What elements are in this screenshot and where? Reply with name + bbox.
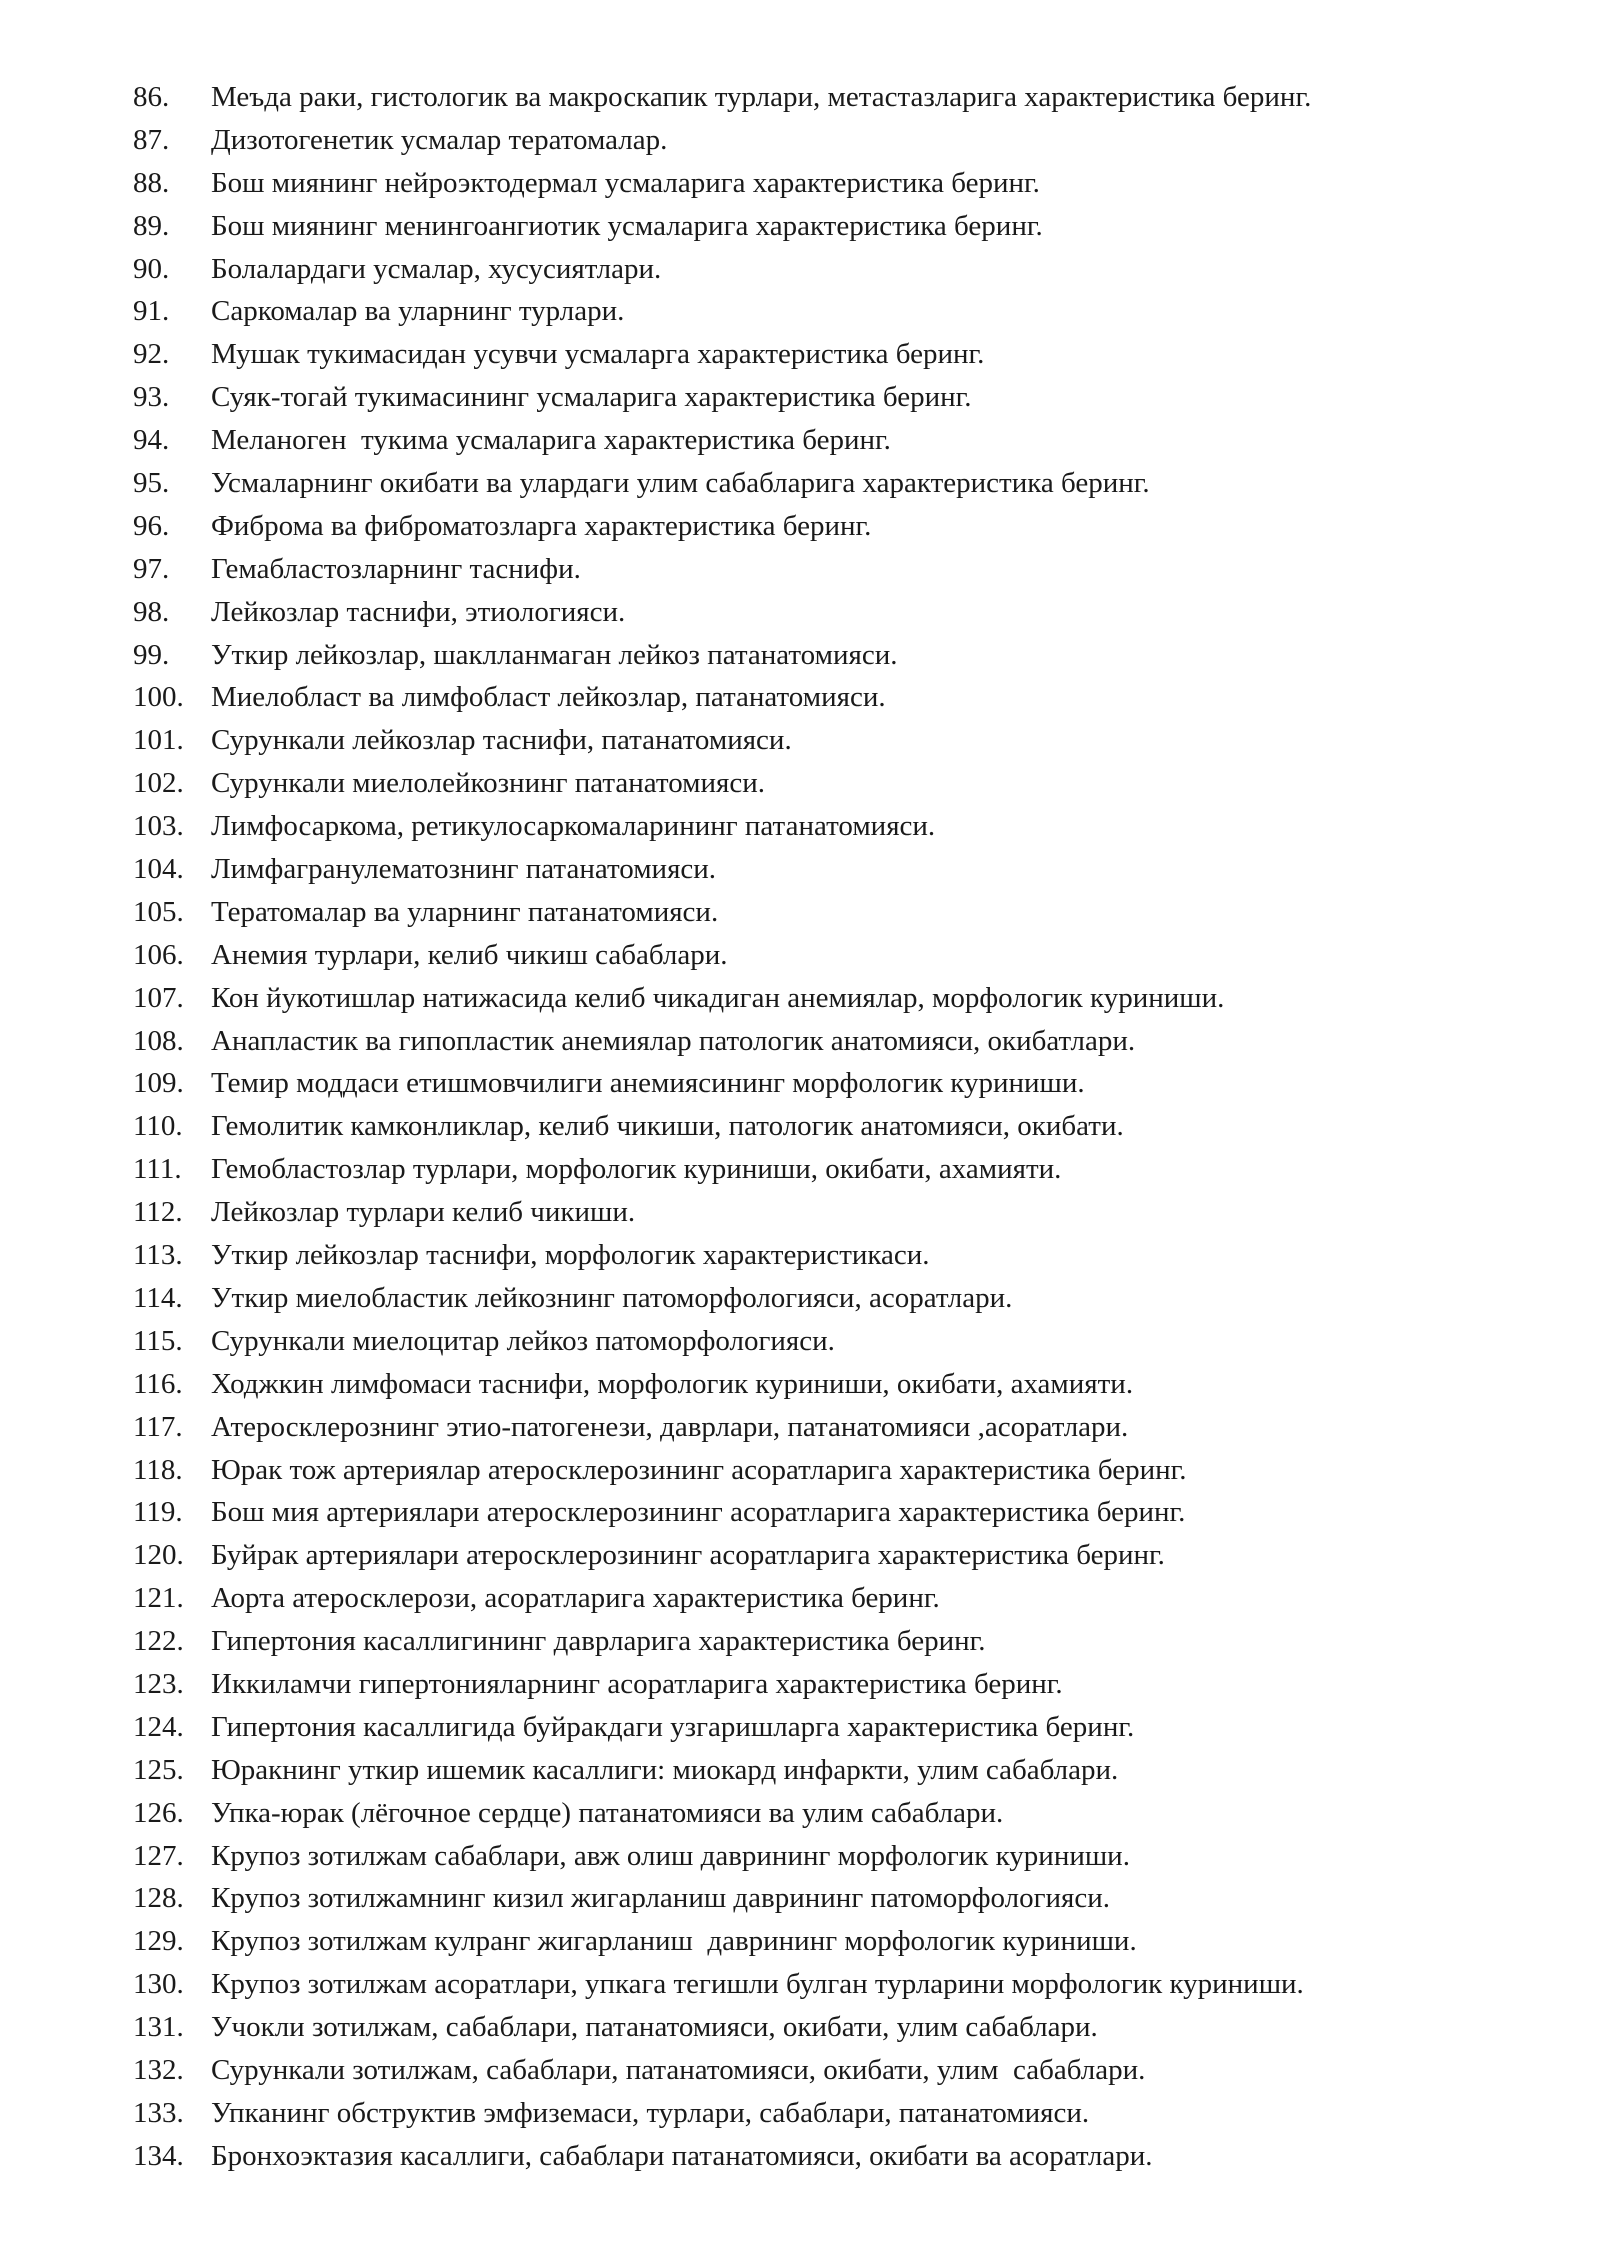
question-item (133, 1491, 1533, 1534)
question-item (133, 1706, 1533, 1749)
question-number: 132. (133, 2053, 184, 2086)
question-item (133, 248, 1533, 291)
question-number: 133. (133, 2096, 184, 2129)
question-item (133, 848, 1533, 891)
question-text: Крупоз зотилжам асоратлари, упкага тегишли булган турларини морфологик куриниши. (211, 1968, 1304, 2001)
question-text: Сурункали зотилжам, сабаблари, патанатомияси, окибати, улим сабаблари. (211, 2053, 1146, 2086)
question-number: 87. (133, 123, 170, 156)
question-text: Сурункали миелоцитар лейкоз патоморфологияси. (211, 1324, 835, 1357)
question-text: Крупоз зотилжамнинг кизил жигарланиш даврининг патоморфологияси. (211, 1882, 1110, 1915)
question-text: Гемобластозлар турлари, морфологик куриниши, окибати, ахамияти. (211, 1153, 1062, 1186)
question-text: Мушак тукимасидан усувчи усмаларга характеристика беринг. (211, 338, 985, 371)
question-text: Фиброма ва фиброматозларга характеристика беринг. (211, 509, 872, 542)
question-item (133, 290, 1533, 333)
question-number: 100. (133, 681, 184, 714)
question-text: Болалардаги усмалар, хусусиятлари. (211, 252, 662, 285)
question-text: Анемия турлари, келиб чикиш сабаблари. (211, 938, 728, 971)
question-text: Гемабластозларнинг таснифи. (211, 552, 581, 585)
question-text: Уткир лейкозлар, шаклланмаган лейкоз патанатомияси. (211, 638, 898, 671)
question-text: Лейкозлар турлари келиб чикиши. (211, 1196, 636, 1229)
question-item (133, 1234, 1533, 1277)
question-text: Крупоз зотилжам кулранг жигарланиш даврининг морфологик куриниши. (211, 1925, 1137, 1958)
question-number: 122. (133, 1625, 184, 1658)
question-text: Бош мия артериялари атеросклерозининг асоратларига характеристика беринг. (211, 1496, 1186, 1529)
question-number: 119. (133, 1496, 183, 1529)
question-item (133, 2092, 1533, 2135)
question-item (133, 1062, 1533, 1105)
question-number: 125. (133, 1753, 184, 1786)
question-number: 103. (133, 810, 184, 843)
question-item (133, 1877, 1533, 1920)
question-text: Кон йукотишлар натижасида келиб чикадиган анемиялар, морфологик куриниши. (211, 981, 1225, 1014)
question-item (133, 1620, 1533, 1663)
question-item (133, 1577, 1533, 1620)
question-item (133, 1920, 1533, 1963)
question-text: Уткир лейкозлар таснифи, морфологик характеристикаси. (211, 1239, 930, 1272)
question-item (133, 2049, 1533, 2092)
question-number: 114. (133, 1281, 183, 1314)
question-item (133, 76, 1533, 119)
question-text: Иккиламчи гипертонияларнинг асоратларига характеристика беринг. (211, 1667, 1063, 1700)
question-text: Усмаларнинг окибати ва улардаги улим сабабларига характеристика беринг. (211, 467, 1150, 500)
question-number: 89. (133, 209, 170, 242)
question-item (133, 1749, 1533, 1792)
question-number: 110. (133, 1110, 183, 1143)
question-number: 121. (133, 1582, 184, 1615)
question-item (133, 462, 1533, 505)
question-text: Сурункали лейкозлар таснифи, патанатомияси. (211, 724, 792, 757)
question-text: Миелобласт ва лимфобласт лейкозлар, патанатомияси. (211, 681, 886, 714)
question-item (133, 805, 1533, 848)
question-item (133, 934, 1533, 977)
question-number: 86. (133, 81, 170, 113)
question-text: Лейкозлар таснифи, этиологияси. (211, 595, 626, 628)
question-text: Лимфосаркома, ретикулосаркомаларининг патанатомияси. (211, 810, 936, 843)
question-number: 107. (133, 981, 184, 1014)
question-number: 129. (133, 1925, 184, 1958)
question-text: Лимфагранулематознинг патанатомияси. (211, 853, 717, 886)
question-number: 134. (133, 2139, 184, 2172)
question-number: 94. (133, 424, 170, 457)
question-text: Дизотогенетик усмалар тератомалар. (211, 123, 668, 156)
question-number: 113. (133, 1239, 183, 1272)
question-number: 97. (133, 552, 170, 585)
question-item (133, 1406, 1533, 1449)
question-number: 126. (133, 1796, 184, 1829)
question-number: 124. (133, 1710, 184, 1743)
question-text: Уткир миелобластик лейкознинг патоморфологияси, асоратлари. (211, 1281, 1013, 1314)
question-item (133, 419, 1533, 462)
question-item (133, 1663, 1533, 1706)
question-item (133, 591, 1533, 634)
question-text: Упканинг обструктив эмфиземаси, турлари, сабаблари, патанатомияси. (211, 2096, 1090, 2129)
question-item (133, 2006, 1533, 2049)
question-number: 98. (133, 595, 170, 628)
question-number: 127. (133, 1839, 184, 1872)
question-number: 128. (133, 1882, 184, 1915)
question-item (133, 505, 1533, 548)
question-item (133, 2135, 1533, 2178)
question-text: Юракнинг уткир ишемик касаллиги: миокард инфаркти, улим сабаблари. (211, 1753, 1119, 1786)
question-item (133, 1835, 1533, 1878)
question-number: 108. (133, 1024, 184, 1057)
question-number: 123. (133, 1667, 184, 1700)
question-number: 131. (133, 2011, 184, 2044)
question-item (133, 205, 1533, 248)
question-item (133, 376, 1533, 419)
question-number: 130. (133, 1968, 184, 2001)
question-text: Бош миянинг менингоангиотик усмаларига характеристика беринг. (211, 209, 1043, 242)
question-item (133, 977, 1533, 1020)
question-list (133, 76, 1533, 2178)
question-text: Гипертония касаллигида буйракдаги узгаришларга характеристика беринг. (211, 1710, 1135, 1743)
question-number: 99. (133, 638, 170, 671)
question-number: 95. (133, 467, 170, 500)
question-item (133, 891, 1533, 934)
question-number: 93. (133, 381, 170, 414)
question-number: 104. (133, 853, 184, 886)
question-item (133, 1320, 1533, 1363)
question-text: Атеросклерознинг этио-патогенези, даврлари, патанатомияси ,асоратлари. (211, 1410, 1129, 1443)
question-text: Суяк-тогай тукимасининг усмаларига характеристика беринг. (211, 381, 972, 414)
question-number: 96. (133, 509, 170, 542)
question-number: 111. (133, 1153, 182, 1186)
question-text: Гемолитик камконликлар, келиб чикиши, патологик анатомияси, окибати. (211, 1110, 1124, 1143)
question-number: 88. (133, 166, 170, 199)
question-item (133, 1792, 1533, 1835)
question-number: 115. (133, 1324, 183, 1357)
question-number: 92. (133, 338, 170, 371)
question-item (133, 1191, 1533, 1234)
question-number: 118. (133, 1453, 183, 1486)
question-number: 112. (133, 1196, 183, 1229)
question-item (133, 548, 1533, 591)
question-number: 106. (133, 938, 184, 971)
question-item (133, 634, 1533, 677)
question-text: Бош миянинг нейроэктодермал усмаларига характеристика беринг. (211, 166, 1040, 199)
question-text: Юрак тож артериялар атеросклерозининг асоратларига характеристика беринг. (211, 1453, 1187, 1486)
question-text: Ходжкин лимфомаси таснифи, морфологик куриниши, окибати, ахамияти. (211, 1367, 1134, 1400)
question-text: Темир моддаси етишмовчилиги анемиясининг морфологик куриниши. (211, 1067, 1085, 1100)
question-text: Меъда раки, гистологик ва макроскапик турлари, метастазларига характеристика беринг. (211, 81, 1312, 113)
question-item (133, 333, 1533, 376)
question-text: Меланоген тукима усмаларига характеристика беринг. (211, 424, 891, 457)
question-item (133, 119, 1533, 162)
question-number: 105. (133, 895, 184, 928)
question-item (133, 1449, 1533, 1492)
question-item (133, 1534, 1533, 1577)
question-number: 101. (133, 724, 184, 757)
question-number: 109. (133, 1067, 184, 1100)
question-text: Саркомалар ва уларнинг турлари. (211, 295, 625, 328)
question-item (133, 1105, 1533, 1148)
question-number: 120. (133, 1539, 184, 1572)
question-text: Крупоз зотилжам сабаблари, авж олиш даврининг морфологик куриниши. (211, 1839, 1130, 1872)
question-text: Буйрак артериялари атеросклерозининг асоратларига характеристика беринг. (211, 1539, 1165, 1572)
question-number: 90. (133, 252, 170, 285)
question-number: 91. (133, 295, 170, 328)
question-item (133, 1363, 1533, 1406)
question-text: Бронхоэктазия касаллиги, сабаблари патанатомияси, окибати ва асоратлари. (211, 2139, 1153, 2172)
question-item (133, 719, 1533, 762)
question-item (133, 676, 1533, 719)
question-number: 102. (133, 767, 184, 800)
question-text: Тератомалар ва уларнинг патанатомияси. (211, 895, 719, 928)
question-text: Анапластик ва гипопластик анемиялар патологик анатомияси, окибатлари. (211, 1024, 1136, 1057)
question-text: Аорта атеросклерози, асоратларига характеристика беринг. (211, 1582, 940, 1615)
question-text: Гипертония касаллигининг даврларига характеристика беринг. (211, 1625, 986, 1658)
question-number: 117. (133, 1410, 183, 1443)
question-item (133, 1277, 1533, 1320)
question-item (133, 1020, 1533, 1063)
question-item (133, 162, 1533, 205)
question-text: Учокли зотилжам, сабаблари, патанатомияси, окибати, улим сабаблари. (211, 2011, 1098, 2044)
question-text: Сурункали миелолейкознинг патанатомияси. (211, 767, 766, 800)
question-number: 116. (133, 1367, 183, 1400)
question-item (133, 1963, 1533, 2006)
question-text: Упка-юрак (лёгочное сердце) патанатомияси ва улим сабаблари. (211, 1796, 1004, 1829)
question-item (133, 1148, 1533, 1191)
question-item (133, 762, 1533, 805)
